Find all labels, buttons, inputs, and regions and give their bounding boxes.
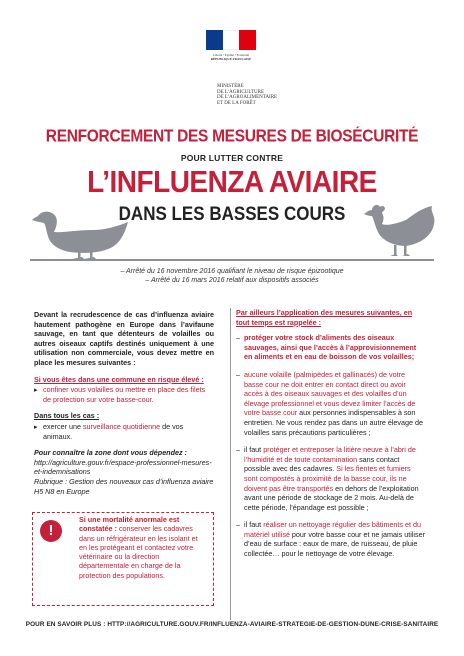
exclamation-icon: ! (40, 520, 62, 542)
title-line-3: L’INFLUENZA AVIAIRE (87, 164, 377, 199)
hen-icon (360, 204, 442, 262)
title-line-4: DANS LES BASSES COURS (118, 202, 346, 225)
column-divider (230, 308, 231, 620)
footer-link[interactable]: POUR EN SAVOIR PLUS : HTTP://AGRICULTURE.GOUV.FR/INFLUENZA-AVIAIRE-STRATEGIE-DE-GESTION-DUNE-CRISE-SANITAIRE (25, 621, 439, 628)
zone-url[interactable]: http://agriculture.gouv.fr/espace-professionnel-mesures-et-indemnisations (34, 457, 212, 477)
logo-republic: RÉPUBLIQUE FRANÇAISE (210, 57, 252, 61)
reference-1: – Arrêté du 16 novembre 2016 qualifiant le niveau de risque épizootique (120, 268, 344, 275)
measure-item-4: – il faut réaliser un nettoyage régulier des bâtiments et du matériel utilisé pour votre basse cour et ne jamais utiliser d’eau de surface : eaux de mare, de ruisseau, de pluie collectée… pour le nettoyage de votre élevage. (236, 520, 425, 559)
intro-paragraph: Devant la recrudescence de cas d’influenza aviaire hautement pathogène en Europe dans l’avifaune sauvage, en tant que détenteurs de volailles ou autres oiseaux captifs destinés uniquement à une utilisation non commerciale, vous devez mettre en place les mesures suivantes : (34, 310, 214, 367)
measure-item-1: – protéger votre stock d’aliments des oiseaux sauvages, ainsi que l’accès à l’approvisionnement en aliments et en eau de boisson de vos volailles; (236, 333, 417, 362)
reference-2: – Arrêté du 16 mars 2016 relatif aux dispositifs associés (145, 277, 319, 284)
triangle-bullet-icon: ▸ (34, 421, 38, 431)
alert-text: Si une mortalité anormale est constatée : conserver les cadavres dans un réfrigérateur en les isolant et en les protégeant et contactez votre vétérinaire ou la direction départementale en charge de la protection des populations. (79, 515, 198, 580)
tricolor-flag-icon (206, 30, 256, 50)
all-cases-bullet: ▸ exercer une surveillance quotidienne de vos animaux. (34, 421, 184, 441)
all-cases-heading: Dans tous les cas : (34, 411, 100, 421)
measure-item-3: – il faut protéger et entreposer la litière neuve à l’abri de l’humidité et de toute contamination sans contact possible avec des cadavres. Si les fientes et fumiers sont compostés à proximité de la basse cour, ils ne doivent pas être transportés en dehors de l’exploitation avant une période de stockage de 2 mois. Au-delà de cette période, l’épandage est possible ; (236, 445, 419, 512)
zone-heading: Pour connaître la zone dont vous dépendez : (34, 448, 187, 458)
measure-item-2: – aucune volaille (palmipèdes et gallinacés) de votre basse cour ne doit entrer en contact direct ou avoir accès à des oiseaux sauvages et des volailles d’un élevage professionnel et vous devez limiter l’accès de votre basse cour aux personnes indispensables à son entretien. Ne vous rendez pas dans un autre élevage de volailles sans précautions particulières ; (236, 369, 424, 437)
risk-heading: Si vous êtes dans une commune en risque élevé : (34, 374, 204, 384)
triangle-bullet-icon: ▸ (34, 385, 38, 395)
ministry-name: MINISTÈRE DE L’AGRICULTURE DE L’AGROALIMENTAIRE ET DE LA FORÊT (217, 84, 278, 106)
marianne-logo (196, 30, 266, 82)
right-heading: Par ailleurs l’application des mesures suivantes, en tout temps est rappelée : (236, 308, 413, 327)
right-column (236, 308, 426, 567)
risk-bullet: ▸ confiner vous volailles ou mettre en place des filets de protection sur votre basse-cour. (34, 385, 206, 404)
left-column (34, 310, 214, 496)
title-line-1: RENFORCEMENT DES MESURES DE BIOSÉCURITÉ (45, 126, 419, 147)
logo-motto: Liberté • Égalité • Fraternité (212, 53, 250, 57)
zone-rubric: Rubrique : Gestion des nouveaux cas d’influenza aviaire H5 N8 en Europe (34, 476, 214, 496)
duck-icon (32, 208, 142, 263)
title-line-2: POUR LUTTER CONTRE (180, 153, 284, 163)
ground-line (30, 259, 434, 261)
